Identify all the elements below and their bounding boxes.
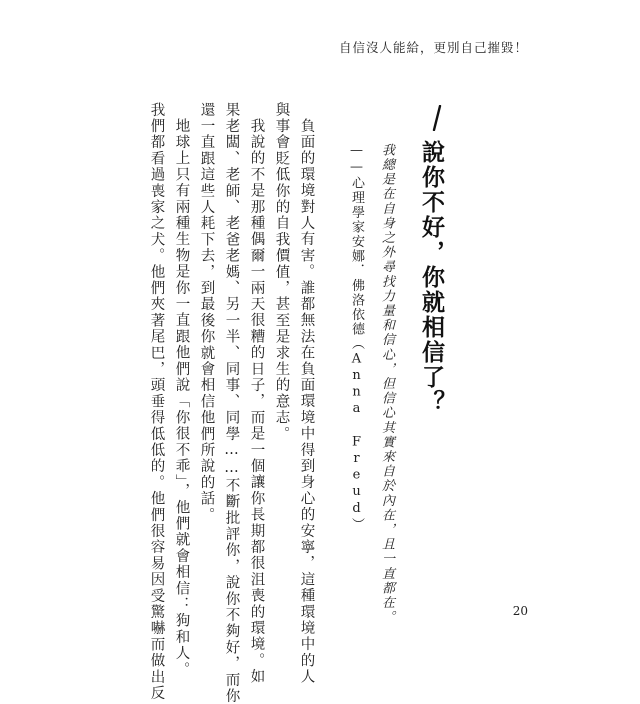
body-column: 負面的環境對人有害。誰都無法在負面環境中得到身心的安寧，這種環境中的人	[298, 118, 315, 685]
body-column: 與事會貶低你的自我價值，甚至是求生的意志。	[273, 102, 290, 443]
chapter-title: 說你不好，你就相信了？	[418, 140, 444, 415]
epigraph-source: ——心理學家安娜．佛洛依德（Anna Freud）	[349, 143, 364, 532]
body-column: 果老闆、老師、老爸老媽、另一半、同事、同學……不斷批評你，說你不夠好，而你	[223, 102, 240, 704]
body-column: 我說的不是那種偶爾一兩天很糟的日子，而是一個讓你長期都很沮喪的環境。如	[248, 118, 265, 685]
body-column: 我們都看過喪家之犬。他們夾著尾巴，頭垂得低低的。他們很容易因受驚嚇而做出反	[148, 102, 165, 702]
body-column: 還一直跟這些人耗下去，到最後你就會相信他們所說的話。	[198, 102, 215, 524]
epigraph-quote: 我總是在自身之外尋找力量和信心，但信心其實來自於內在，且一直都在。	[379, 143, 394, 625]
body-column: 地球上只有兩種生物是你一直跟他們說「你很不乖」，他們就會相信：狗和人。	[173, 118, 190, 678]
title-brush-stroke	[432, 105, 442, 131]
page-number: 20	[512, 604, 528, 618]
running-header: 自信沒人能給，更別自己摧毀！	[338, 40, 528, 55]
